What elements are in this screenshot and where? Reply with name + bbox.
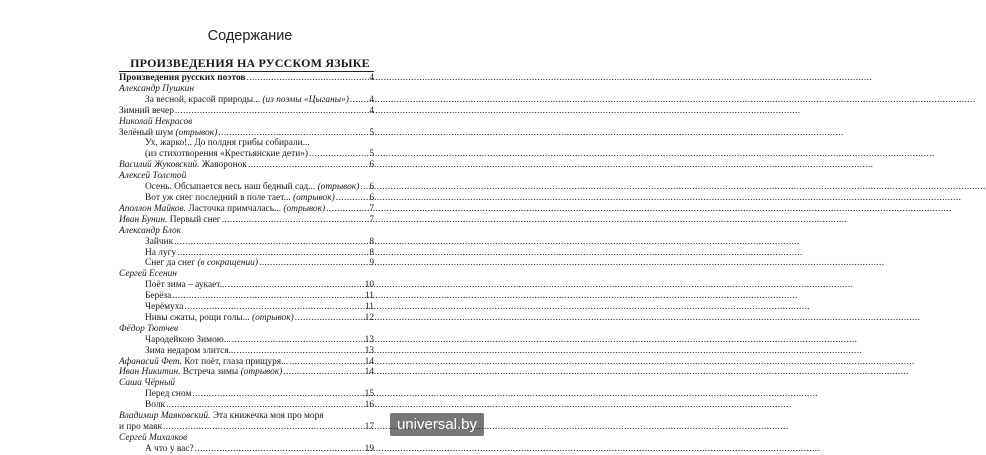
toc-entry (119, 215, 374, 226)
dot-leader (175, 106, 368, 117)
page-number: 13 (364, 334, 374, 345)
toc-entry-text (119, 378, 175, 389)
work-note: (отрывок) (290, 192, 335, 203)
dot-leader (228, 280, 364, 291)
work-title: Осень. Обсыпается весь наш бедный сад... (145, 182, 316, 193)
work-title: Перед сном (145, 389, 192, 400)
author-name: Александр Блок (119, 225, 182, 236)
toc-entry-text (145, 280, 227, 291)
work-title: Вот уж снег последний в поле тает... (145, 192, 291, 203)
toc-entry-text (145, 182, 359, 193)
work-note: (отрывок) (238, 367, 283, 378)
dot-leader (259, 258, 368, 269)
toc-section-heading (119, 73, 374, 84)
toc-author (119, 171, 374, 182)
toc-entry-text (145, 258, 258, 269)
page-number: 13 (364, 345, 374, 356)
page-number: 12 (364, 312, 374, 323)
work-title: Ласточка примчалась... (186, 203, 282, 214)
author-name: Алексей Толстой (119, 171, 187, 182)
toc-entry-text (145, 248, 176, 259)
page-number: 10 (364, 280, 374, 291)
toc-entry-text (145, 335, 231, 346)
dot-leader (295, 313, 364, 324)
dot-leader (172, 291, 364, 302)
author-name: Аполлон Майков. (119, 203, 187, 214)
work-title: Зимний вечер (119, 105, 174, 116)
dot-leader (283, 367, 363, 378)
toc-entry-text (119, 160, 247, 171)
dot-leader (174, 237, 368, 248)
page-number: 8 (369, 247, 374, 258)
dot-leader (360, 182, 368, 193)
dot-leader (336, 193, 369, 204)
work-title: Первый снег (167, 214, 221, 225)
author-name: Николай Некрасов (119, 116, 193, 127)
toc-entry-text (145, 138, 310, 149)
work-note: (в сокращении) (195, 258, 258, 269)
author-name: Афанасий Фет. (119, 356, 182, 367)
dot-leader (166, 400, 364, 411)
author-name: Сергей Есенин (119, 269, 177, 280)
author-name: Иван Бунин. (119, 214, 168, 225)
toc-entry (119, 357, 374, 368)
toc-author (119, 226, 374, 237)
page-number: 5 (369, 149, 374, 160)
page-number: 6 (369, 160, 374, 171)
toc-entry (119, 95, 374, 106)
page-number: 14 (364, 356, 374, 367)
dot-leader (289, 357, 364, 368)
work-title: Встреча зимы (180, 367, 239, 378)
toc-entry-text (119, 171, 186, 182)
dot-leader (192, 389, 363, 400)
toc-entry (119, 291, 374, 302)
toc-entry-text (119, 84, 194, 95)
work-title: Поёт зима – аукает... (145, 280, 227, 291)
page-number: 17 (364, 422, 374, 432)
work-title: Черёмуха (145, 302, 184, 313)
toc-entry-text (145, 389, 191, 400)
author-name: Александр Пушкин (119, 83, 194, 94)
work-note: (отрывок) (281, 203, 326, 214)
work-title: Снег да снег (145, 258, 196, 269)
dot-leader (246, 73, 368, 84)
toc-entry (119, 313, 374, 324)
toc-entry (119, 280, 374, 291)
dot-leader (218, 128, 368, 139)
dot-leader (222, 215, 369, 226)
toc-entry-text (145, 400, 165, 411)
toc-entry-text (119, 269, 177, 280)
toc-entry-text (119, 73, 245, 84)
toc-author (119, 117, 374, 128)
toc-entry-text (145, 346, 236, 357)
toc-entry-text (119, 422, 162, 433)
toc-entry (119, 160, 374, 171)
toc-entry (119, 204, 374, 215)
page-number: 15 (364, 389, 374, 400)
toc-entry-text (145, 313, 294, 324)
work-note: (из поэмы «Цыганы») (260, 94, 349, 105)
work-title: (из стихотворения «Крестьянские дети») (145, 149, 309, 160)
page-number: 5 (369, 127, 374, 138)
toc-entry-text (119, 357, 288, 368)
toc-entry-text (119, 367, 282, 378)
work-title: Чародейкою Зимою... (145, 334, 231, 345)
work-title: Зайчик (145, 236, 174, 247)
work-title: За весной, красой природы... (145, 94, 261, 105)
page-title: Содержание (207, 28, 293, 44)
work-title: и про маяк (119, 422, 162, 432)
work-title: На лугу (145, 247, 177, 258)
table-of-contents (119, 73, 374, 455)
page-number: 7 (369, 203, 374, 214)
work-title: Кот поёт, глаза прищуря... (181, 356, 289, 367)
toc-entry-text (145, 237, 173, 248)
work-title: Произведения русских поэтов (119, 73, 246, 83)
toc-entry (119, 302, 374, 313)
dot-leader (309, 149, 368, 160)
work-title: Эта книжечка моя про моря (210, 411, 324, 422)
work-note: (отрывок) (173, 127, 218, 138)
page-number: 11 (364, 291, 374, 302)
page-number: 14 (364, 367, 374, 378)
dot-leader (163, 422, 364, 433)
dot-leader (232, 335, 364, 346)
toc-entry (119, 193, 374, 204)
section-heading: ПРОИЗВЕДЕНИЯ НА РУССКОМ ЯЗЫКЕ (130, 56, 370, 70)
toc-entry-text (145, 95, 349, 106)
author-name: Сергей Михалков (119, 432, 188, 443)
dot-leader (326, 204, 368, 215)
work-title: Ух, жарко!.. До полдня грибы собирали... (145, 138, 310, 149)
toc-entry-text (145, 302, 183, 313)
toc-entry (119, 106, 374, 117)
toc-author (119, 84, 374, 95)
toc-entry-text (119, 204, 325, 215)
toc-entry-text (119, 433, 187, 444)
page-number: 4 (369, 105, 374, 116)
toc-entry (119, 389, 374, 400)
dot-leader (237, 346, 364, 357)
toc-entry (119, 400, 374, 411)
work-note: (отрывок) (249, 312, 294, 323)
work-title: Берёза (145, 291, 172, 302)
author-name: Иван Никитин. (119, 367, 181, 378)
toc-entry (119, 444, 374, 455)
dot-leader (195, 444, 364, 455)
toc-entry-text (145, 444, 194, 455)
page-number: 11 (364, 302, 374, 313)
watermark-badge: universal.by (390, 413, 484, 436)
toc-entry-text (119, 128, 217, 139)
page-number: 19 (364, 443, 374, 454)
page-number: 7 (369, 214, 374, 225)
toc-entry (119, 182, 374, 193)
page-number: 9 (369, 258, 374, 269)
author-name: Василий Жуковский. (119, 160, 200, 171)
toc-entry (119, 367, 374, 378)
toc-entry (119, 128, 374, 139)
page-number: 4 (369, 73, 374, 83)
dot-leader (248, 160, 368, 171)
work-title: Жаворонок (199, 160, 247, 171)
page-number: 4 (369, 94, 374, 105)
work-title: Зима недаром злится... (145, 345, 236, 356)
toc-entry (119, 422, 374, 433)
dot-leader (350, 95, 368, 106)
page-number: 6 (369, 182, 374, 193)
toc-entry (119, 237, 374, 248)
author-name: Фёдор Тютчев (119, 323, 179, 334)
toc-author (119, 269, 374, 280)
toc-author (119, 324, 374, 335)
toc-entry (119, 149, 374, 160)
toc-entry (119, 248, 374, 259)
author-name: Владимир Маяковский. (119, 411, 211, 422)
toc-entry-text (119, 324, 178, 335)
toc-entry (119, 138, 374, 149)
toc-entry-text (145, 149, 308, 160)
page-number: 8 (369, 236, 374, 247)
work-note: (отрывок) (315, 182, 360, 193)
work-title: Зелёный шум (119, 127, 174, 138)
page-number: 6 (369, 192, 374, 203)
toc-entry-text (145, 291, 171, 302)
dot-leader (177, 248, 368, 259)
toc-entry (119, 411, 374, 422)
toc-entry-text (145, 193, 335, 204)
toc-entry-text (119, 215, 221, 226)
toc-entry (119, 335, 374, 346)
author-name: Саша Чёрный (119, 378, 176, 389)
dot-leader (184, 302, 364, 313)
work-title: Волк (145, 400, 166, 411)
toc-entry (119, 258, 374, 269)
toc-author (119, 433, 374, 444)
work-title: А что у вас? (145, 443, 194, 454)
toc-entry (119, 346, 374, 357)
toc-entry-text (119, 226, 181, 237)
toc-entry-text (119, 411, 324, 422)
toc-entry-text (119, 106, 174, 117)
toc-author (119, 378, 374, 389)
toc-entry-text (119, 117, 192, 128)
work-title: Нивы сжаты, рощи голы... (145, 312, 250, 323)
heading-rule (119, 71, 374, 72)
page-number: 16 (364, 400, 374, 411)
